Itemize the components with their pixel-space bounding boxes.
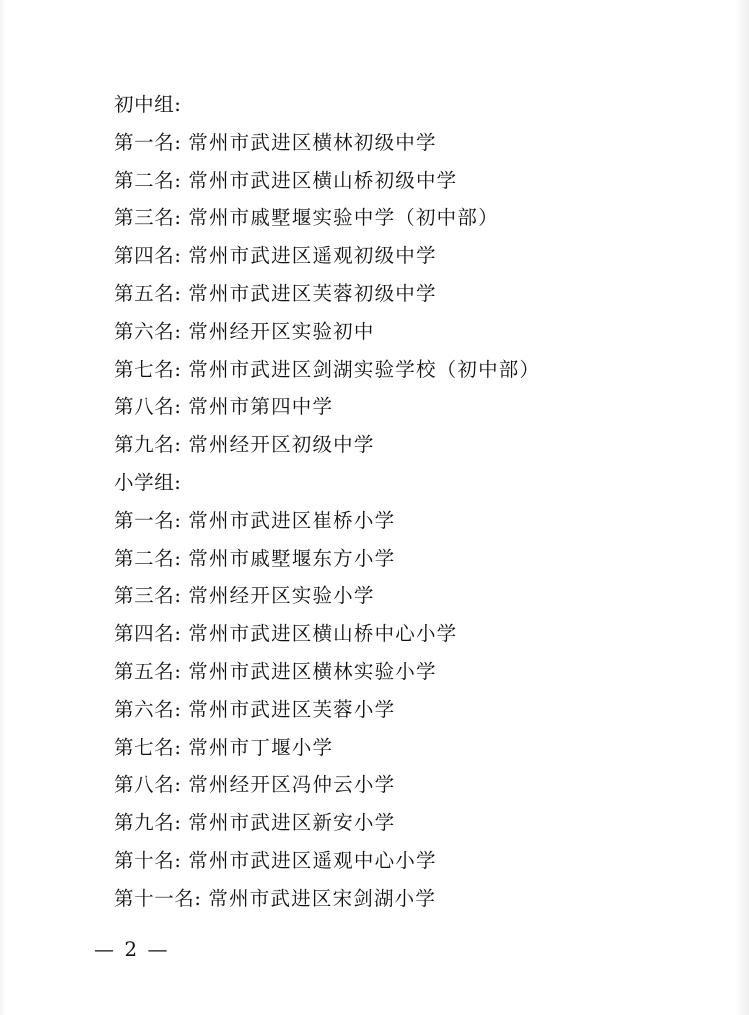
separator: : — [174, 773, 189, 797]
rank-label: 第四名 — [114, 622, 175, 646]
rank-label: 第二名 — [114, 168, 175, 192]
list-item — [114, 313, 734, 351]
separator: : — [174, 735, 189, 759]
separator: : — [174, 168, 189, 192]
rank-label: 第八名 — [114, 395, 175, 419]
rank-label: 第三名 — [114, 584, 175, 608]
list-item — [114, 124, 734, 162]
school-name: 常州市第四中学 — [188, 395, 334, 419]
rank-label: 第十一名 — [114, 886, 195, 910]
list-item — [114, 691, 734, 729]
list-item — [114, 804, 734, 842]
list-item — [114, 653, 734, 691]
school-name: 常州市戚墅堰实验中学（初中部） — [188, 206, 499, 230]
list-item — [114, 615, 734, 653]
separator: : — [174, 697, 189, 721]
separator: : — [174, 244, 189, 268]
list-item — [114, 729, 734, 767]
rank-label: 第四名 — [114, 244, 175, 268]
school-name: 常州经开区实验初中 — [188, 319, 375, 343]
separator: : — [174, 584, 189, 608]
list-item — [114, 502, 734, 540]
school-name: 常州经开区初级中学 — [188, 433, 375, 457]
school-name: 常州市武进区遥观初级中学 — [188, 244, 437, 268]
rank-label: 第三名 — [114, 206, 175, 230]
separator: : — [174, 130, 189, 154]
list-item — [114, 275, 734, 313]
separator: : — [174, 622, 189, 646]
list-item — [114, 842, 734, 880]
school-name: 常州市武进区横林初级中学 — [188, 130, 437, 154]
list-item — [114, 540, 734, 578]
rank-label: 第六名 — [114, 697, 175, 721]
list-item — [114, 766, 734, 804]
rank-label: 第九名 — [114, 433, 175, 457]
separator: : — [174, 508, 189, 532]
school-name: 常州市丁堰小学 — [188, 735, 334, 759]
rank-label: 第二名 — [114, 546, 175, 570]
page-number: — 2 — — [94, 937, 170, 961]
rank-label: 第八名 — [114, 773, 175, 797]
rank-label: 第五名 — [114, 281, 175, 305]
separator: : — [174, 357, 189, 381]
separator: : — [194, 886, 209, 910]
rank-label: 第七名 — [114, 735, 175, 759]
school-name: 常州市武进区横山桥中心小学 — [188, 622, 458, 646]
separator: : — [174, 319, 189, 343]
rank-label: 第一名 — [114, 130, 175, 154]
school-name: 常州市武进区遥观中心小学 — [188, 848, 437, 872]
rank-label: 第九名 — [114, 811, 175, 835]
list-item — [114, 351, 734, 389]
school-name: 常州市武进区横林实验小学 — [188, 659, 437, 683]
rank-label: 第六名 — [114, 319, 175, 343]
separator: : — [174, 546, 189, 570]
separator: : — [174, 281, 189, 305]
list-item — [114, 880, 734, 918]
school-name: 常州市武进区新安小学 — [188, 811, 396, 835]
school-name: 常州市武进区剑湖实验学校（初中部） — [188, 357, 541, 381]
school-name: 常州经开区实验小学 — [188, 584, 375, 608]
list-item — [114, 237, 734, 275]
list-item — [114, 199, 734, 237]
list-item — [114, 577, 734, 615]
rank-label: 第一名 — [114, 508, 175, 532]
separator: : — [174, 848, 189, 872]
separator: : — [174, 659, 189, 683]
list-item — [114, 388, 734, 426]
separator: : — [174, 395, 189, 419]
rank-label: 第七名 — [114, 357, 175, 381]
separator: : — [174, 206, 189, 230]
school-name: 常州市武进区芙蓉初级中学 — [188, 281, 437, 305]
school-name: 常州经开区冯仲云小学 — [188, 773, 396, 797]
rank-label: 第十名 — [114, 848, 175, 872]
group-heading-junior: 初中组: — [114, 93, 182, 116]
school-name: 常州市武进区芙蓉小学 — [188, 697, 396, 721]
separator: : — [174, 811, 189, 835]
separator: : — [174, 433, 189, 457]
ranking-list — [114, 86, 734, 918]
school-name: 常州市武进区崔桥小学 — [188, 508, 396, 532]
school-name: 常州市武进区横山桥初级中学 — [188, 168, 458, 192]
school-name: 常州市戚墅堰东方小学 — [188, 546, 396, 570]
rank-label: 第五名 — [114, 659, 175, 683]
school-name: 常州市武进区宋剑湖小学 — [208, 886, 437, 910]
group-heading-primary: 小学组: — [114, 470, 182, 494]
list-item — [114, 426, 734, 464]
list-item — [114, 162, 734, 200]
